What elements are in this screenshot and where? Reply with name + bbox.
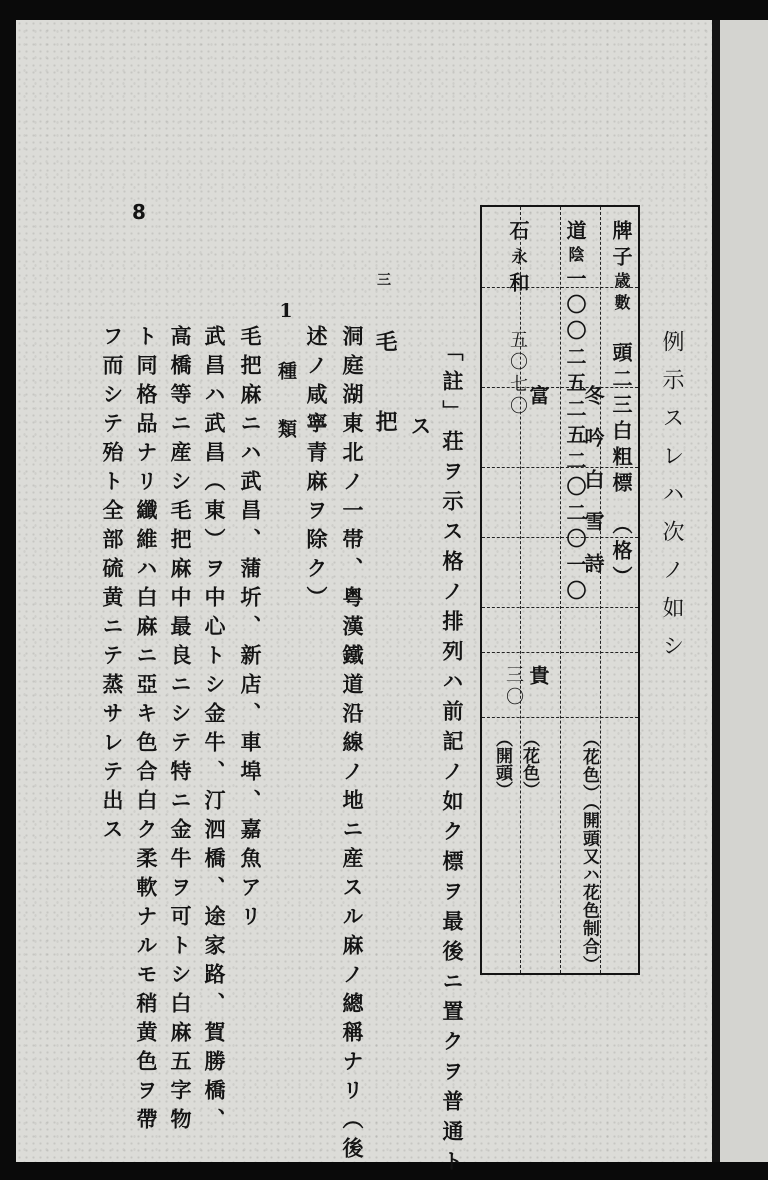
example-heading: 例示スレハ次ノ如シ	[659, 330, 684, 672]
para2-line-2: 武昌ハ武昌（東）ヲ中心トシ金牛、汀泗橋、途家路、賀勝橋、	[202, 325, 227, 1137]
header-pai: 牌子	[609, 220, 633, 272]
table-noble-values: 三〇	[503, 665, 524, 709]
note-line-1: 「註」荘ヲ示ス格ノ排列ハ前記ノ如ク標ヲ最後ニ置クヲ普通ト	[440, 340, 465, 1180]
section-number: 三	[375, 272, 391, 286]
table-note-header: （花色）（開頭又ハ花色制合）	[579, 730, 599, 974]
table-rich: 富	[526, 385, 550, 405]
table-noble: 貴	[526, 665, 550, 685]
para2-line-3: 高橋等ニ産シ毛把麻中最良ニシテ特ニ金牛ヲ可トシ白麻五字物	[168, 325, 193, 1137]
subsection-title: 1 種 類	[275, 300, 297, 448]
note-line-2: ス	[408, 415, 433, 445]
para1-line-2: 述ノ咸寧青麻ヲ除ク）	[304, 325, 329, 615]
table-header-column	[611, 220, 631, 592]
section-title: 毛 把	[372, 330, 398, 450]
table-col-shiei-values: 五〇七〇	[507, 330, 528, 418]
table-col-shiei: 石永和	[506, 220, 530, 300]
page-fold-shadow	[712, 20, 720, 1162]
para1-line-1: 洞庭湖東北ノ一帯、粤漢鐵道沿線ノ地ニ産スル麻ノ總稱ナリ（後	[340, 325, 365, 1166]
table-col-doro: 道陰一〇〇二五二五二〇二〇一〇	[563, 220, 587, 606]
page-number: 8	[132, 200, 146, 224]
next-page-edge	[720, 20, 768, 1162]
para2-line-4: ト同格品ナリ纖維ハ白麻ニ亞キ色合白ク柔軟ナルモ稍黄色ヲ帶	[134, 325, 159, 1137]
header-age: 歳數	[612, 272, 631, 316]
table-note-2: （開頭）	[492, 730, 512, 798]
table-note-1: （花色）	[519, 730, 539, 798]
para2-line-1: 毛把麻ニハ武昌、蒲圻、新店、車埠、嘉魚アリ	[238, 325, 263, 934]
para2-line-5: フ而シテ殆ト全部硫黄ニテ蒸サレテ出ス	[100, 325, 125, 847]
header-grades: 頭二三白粗標 （格）	[609, 316, 633, 592]
table-col-doro-labels: 冬吟白雪詩	[581, 385, 605, 595]
